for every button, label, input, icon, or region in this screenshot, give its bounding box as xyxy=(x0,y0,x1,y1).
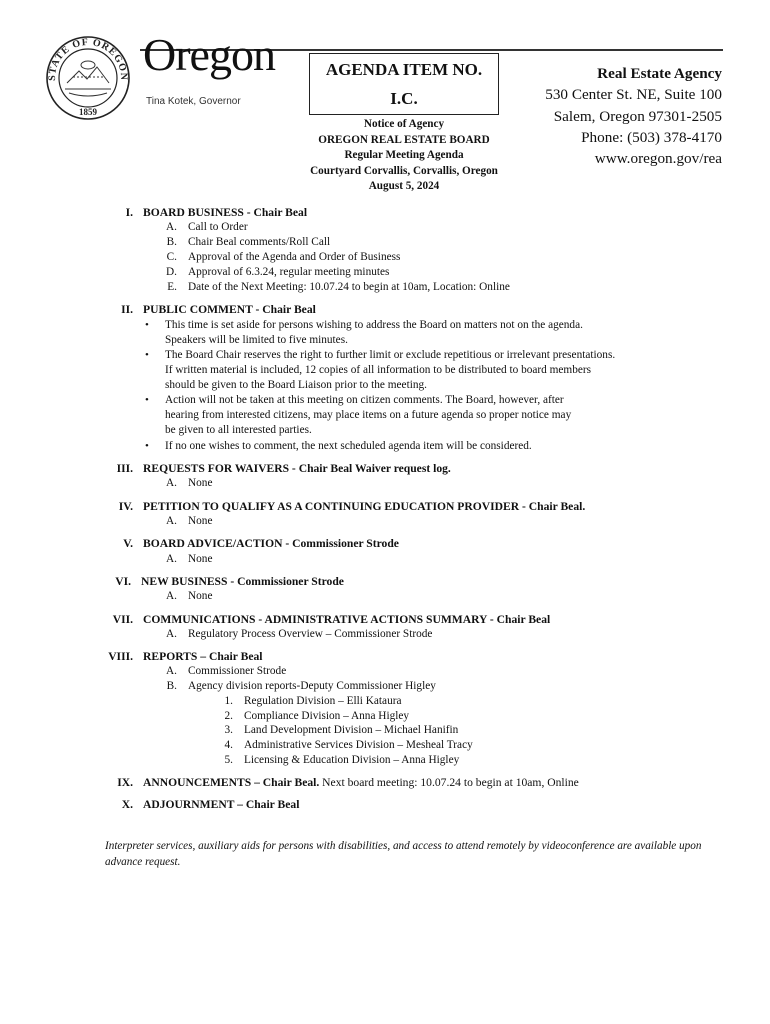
bullet-text: be given to all interested parties. xyxy=(165,424,312,436)
item-text: None xyxy=(188,590,213,602)
agency-name: Real Estate Agency xyxy=(597,65,722,82)
accessibility-footnote: Interpreter services, auxiliary aids for persons with disabilities, and access to attend remotely by videoconference are available upon advance request. xyxy=(105,840,702,868)
notice-line: Notice of Agency xyxy=(363,118,445,130)
subitem-text: Compliance Division – Anna Higley xyxy=(244,710,410,722)
bullet-text: Action will not be taken at this meeting on citizen comments. The Board, however, after xyxy=(165,394,564,406)
item-label: B. xyxy=(166,680,177,692)
bullet-text: The Board Chair reserves the right to further limit or exclude repetitious or irrelevant presentations. xyxy=(165,349,616,361)
section-title: PETITION TO QUALIFY AS A CONTINUING EDUCATION PROVIDER - Chair Beal. xyxy=(143,500,586,513)
item-label: A. xyxy=(166,553,177,565)
section-number: IX. xyxy=(117,776,133,789)
section-number: VII. xyxy=(112,613,133,626)
bullet-text: This time is set aside for persons wishing to address the Board on matters not on the agenda. xyxy=(165,319,583,331)
section-number: II. xyxy=(121,303,133,316)
item-label: C. xyxy=(166,251,177,263)
subitem-label: 3. xyxy=(224,724,233,736)
subitem-text: Licensing & Education Division – Anna Higley xyxy=(244,754,460,766)
item-label: A. xyxy=(166,221,177,233)
seal-year: 1859 xyxy=(79,107,97,117)
subitem-label: 1. xyxy=(224,695,233,707)
item-text: Commissioner Strode xyxy=(188,665,287,677)
agency-address-block xyxy=(545,63,722,169)
section-number: IV. xyxy=(118,500,133,513)
seal-text: STATE OF OREGON xyxy=(46,36,130,82)
section-number: I. xyxy=(125,206,133,219)
item-text: Date of the Next Meeting: 10.07.24 to begin at 10am, Location: Online xyxy=(188,281,510,293)
item-text: None xyxy=(188,477,213,489)
notice-line: OREGON REAL ESTATE BOARD xyxy=(318,133,490,146)
item-label: A. xyxy=(166,515,177,527)
item-text: Chair Beal comments/Roll Call xyxy=(188,236,331,248)
subitem-text: Land Development Division – Michael Hanifin xyxy=(244,724,459,736)
section-title: NEW BUSINESS - Commissioner Strode xyxy=(141,575,344,588)
notice-line: Courtyard Corvallis, Corvallis, Oregon xyxy=(310,164,498,177)
subitem-text: Administrative Services Division – Mesheal Tracy xyxy=(244,739,473,751)
address-line-2: Salem, Oregon 97301-2505 xyxy=(553,107,722,125)
bullet-text: Speakers will be limited to five minutes. xyxy=(165,334,348,346)
section-title: REQUESTS FOR WAIVERS - Chair Beal Waiver request log. xyxy=(143,462,451,475)
phone-number: Phone: (503) 378-4170 xyxy=(581,128,722,146)
agenda-item-box xyxy=(309,53,499,115)
notice-line: Regular Meeting Agenda xyxy=(344,149,464,161)
item-text: Agency division reports-Deputy Commissioner Higley xyxy=(188,680,436,692)
section-title: BOARD BUSINESS - Chair Beal xyxy=(143,206,308,219)
oregon-state-seal xyxy=(45,35,131,121)
subitem-text: Regulation Division – Elli Kataura xyxy=(244,695,402,707)
section-title xyxy=(143,776,579,789)
notice-line: August 5, 2024 xyxy=(368,180,440,192)
oregon-wordmark-logo: Oregon xyxy=(143,29,275,80)
item-text: Call to Order xyxy=(188,221,248,233)
subitem-label: 4. xyxy=(224,739,233,751)
section-number: III. xyxy=(116,462,133,475)
bullet: • xyxy=(145,394,149,406)
bullet: • xyxy=(145,319,149,331)
section-number: V. xyxy=(123,537,133,550)
item-text: Approval of 6.3.24, regular meeting minutes xyxy=(188,266,390,278)
address-line-1: 530 Center St. NE, Suite 100 xyxy=(545,86,722,104)
agenda-item-label: AGENDA ITEM NO. xyxy=(325,60,483,79)
item-text: None xyxy=(188,553,213,565)
section-title-bold: ANNOUNCEMENTS – Chair Beal. xyxy=(143,776,320,789)
item-text: Approval of the Agenda and Order of Business xyxy=(188,251,401,263)
section-title: REPORTS – Chair Beal xyxy=(143,650,263,663)
website-link[interactable]: www.oregon.gov/rea xyxy=(594,150,722,168)
agenda-item-number: I.C. xyxy=(390,89,418,108)
item-label: D. xyxy=(166,266,177,278)
section-number: VIII. xyxy=(108,650,133,663)
section-title: ADJOURNMENT – Chair Beal xyxy=(143,798,300,811)
governor-name: Tina Kotek, Governor xyxy=(146,96,241,107)
item-text: None xyxy=(188,515,213,527)
bullet-text: should be given to the Board Liaison prior to the meeting. xyxy=(165,379,427,391)
bullet-text: If no one wishes to comment, the next scheduled agenda item will be considered. xyxy=(165,440,532,452)
item-label: A. xyxy=(166,665,177,677)
section-title: BOARD ADVICE/ACTION - Commissioner Strode xyxy=(143,537,399,550)
item-label: A. xyxy=(166,628,177,640)
bullet-text: hearing from interested citizens, may place items on a future agenda so proper notice may xyxy=(165,409,572,421)
section-number: X. xyxy=(121,798,133,811)
subitem-label: 5. xyxy=(224,754,233,766)
section-title-detail: Next board meeting: 10.07.24 to begin at 10am, Online xyxy=(319,776,579,789)
meeting-notice xyxy=(290,117,518,195)
item-label: A. xyxy=(166,590,177,602)
bullet: • xyxy=(145,349,149,361)
section-number: VI. xyxy=(115,575,131,588)
item-label: A. xyxy=(166,477,177,489)
subitem-label: 2. xyxy=(224,710,233,722)
section-title: PUBLIC COMMENT - Chair Beal xyxy=(143,303,316,316)
bullet-text: If written material is included, 12 copies of all information to be distributed to board members xyxy=(165,364,592,376)
item-label: E. xyxy=(167,281,177,293)
item-text: Regulatory Process Overview – Commissioner Strode xyxy=(188,628,433,640)
section-title: COMMUNICATIONS - ADMINISTRATIVE ACTIONS SUMMARY - Chair Beal xyxy=(143,613,551,626)
item-label: B. xyxy=(166,236,177,248)
bullet: • xyxy=(145,440,149,452)
